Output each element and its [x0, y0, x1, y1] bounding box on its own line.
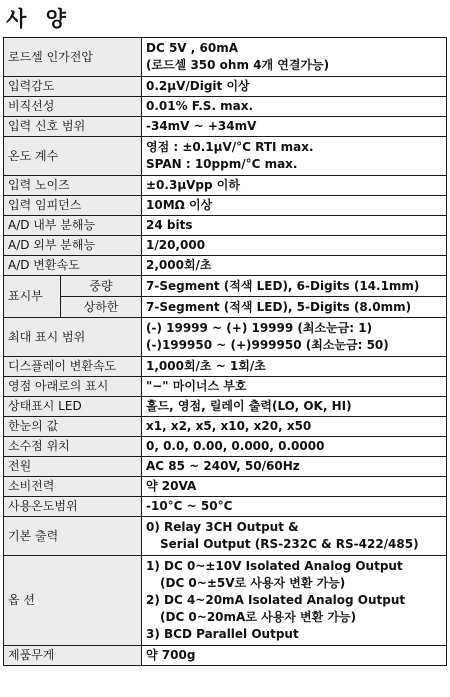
spec-row [4, 77, 447, 97]
spec-value-line: 3) BCD Parallel Output [146, 627, 299, 641]
spec-value-line: 24 bits [146, 218, 193, 232]
spec-label: 입력 노이즈 [4, 176, 142, 196]
spec-value [142, 357, 447, 377]
spec-value-line: SPAN : 10ppm/°C max. [146, 157, 298, 171]
spec-value [142, 176, 447, 196]
spec-value-line: 0.01% F.S. max. [146, 99, 254, 113]
spec-value [142, 256, 447, 276]
spec-value [142, 377, 447, 397]
spec-label: 입력 임피던스 [4, 196, 142, 216]
spec-value-line: (DC 0~20mA로 사용자 변환 가능) [160, 610, 357, 624]
spec-row [4, 397, 447, 417]
spec-label: 전원 [4, 457, 142, 477]
spec-label: 소비전력 [4, 477, 142, 497]
spec-value-line: 10MΩ 이상 [146, 198, 213, 212]
spec-value-line: -10°C ~ 50°C [146, 499, 233, 513]
spec-label: 로드셀 인가전압 [4, 38, 142, 77]
spec-row [4, 517, 447, 556]
spec-label: 영점 아래로의 표시 [4, 377, 142, 397]
spec-value [142, 236, 447, 256]
spec-label: 한눈의 값 [4, 417, 142, 437]
spec-value-line: 0) Relay 3CH Output & [146, 520, 299, 534]
spec-row [4, 117, 447, 137]
spec-value [142, 517, 447, 556]
spec-row [4, 97, 447, 117]
spec-value-line: 영점 : ±0.1μV/°C RTI max. [146, 140, 314, 154]
spec-row [4, 236, 447, 256]
spec-value-line: (-)199950 ~ (+)999950 (최소눈금: 50) [146, 338, 389, 352]
spec-label: A/D 내부 분해능 [4, 216, 142, 236]
spec-label: 온도 계수 [4, 137, 142, 176]
spec-value-line: (로드셀 350 ohm 4개 연결가능) [146, 58, 330, 72]
spec-row [4, 176, 447, 196]
spec-row [4, 196, 447, 216]
spec-value [142, 38, 447, 77]
spec-value-line: -34mV ~ +34mV [146, 119, 257, 133]
spec-label: 최대 표시 범위 [4, 318, 142, 357]
spec-label: 상태표시 LED [4, 397, 142, 417]
spec-value [142, 457, 447, 477]
spec-label: 사용온도범위 [4, 497, 142, 517]
spec-value [142, 216, 447, 236]
spec-row [4, 377, 447, 397]
spec-value-line: 0.2μV/Digit 이상 [146, 79, 250, 93]
spec-label: 옵 션 [4, 556, 142, 646]
spec-value [142, 397, 447, 417]
spec-value-line: 홀드, 영점, 릴레이 출력(LO, OK, HI) [146, 399, 352, 413]
spec-row [4, 417, 447, 437]
spec-row [4, 457, 447, 477]
spec-value-line: 2,000회/초 [146, 258, 212, 272]
spec-label: 입력감도 [4, 77, 142, 97]
spec-label: 표시부 [4, 276, 61, 318]
spec-value-line: (-) 19999 ~ (+) 19999 (최소눈금: 1) [146, 321, 373, 335]
spec-row [4, 646, 447, 666]
spec-value [142, 477, 447, 497]
spec-value-line: 약 20VA [146, 479, 197, 493]
spec-value [142, 437, 447, 457]
spec-value [142, 417, 447, 437]
spec-value-line: 1,000회/초 ~ 1회/초 [146, 359, 266, 373]
spec-value-line: 2) DC 4~20mA Isolated Analog Output [146, 593, 406, 607]
spec-value [142, 556, 447, 646]
spec-row [4, 477, 447, 497]
spec-row [4, 256, 447, 276]
spec-value-line: 1) DC 0~±10V Isolated Analog Output [146, 559, 403, 573]
page-title: 사 양 [6, 7, 72, 31]
spec-label: 디스플레이 변환속도 [4, 357, 142, 377]
spec-row [4, 437, 447, 457]
spec-value [142, 318, 447, 357]
spec-value [142, 646, 447, 666]
spec-value-line: (DC 0~±5V로 사용자 변환 가능) [160, 576, 346, 590]
spec-row [4, 297, 447, 318]
spec-label: 제품무게 [4, 646, 142, 666]
spec-value [142, 497, 447, 517]
spec-value: 7-Segment (적색 LED), 5-Digits (8.0mm) [142, 297, 447, 318]
spec-value-line: ±0.3μVpp 이하 [146, 178, 240, 192]
spec-row [4, 137, 447, 176]
spec-value [142, 77, 447, 97]
spec-row [4, 556, 447, 646]
spec-label: A/D 외부 분해능 [4, 236, 142, 256]
spec-row [4, 216, 447, 236]
spec-value: 7-Segment (적색 LED), 6-Digits (14.1mm) [142, 276, 447, 297]
spec-value-line: 약 700g [146, 648, 196, 662]
spec-table-body [4, 38, 447, 666]
spec-value-line: 1/20,000 [146, 238, 206, 252]
spec-label: 입력 신호 범위 [4, 117, 142, 137]
spec-label: A/D 변환속도 [4, 256, 142, 276]
spec-sublabel: 중량 [61, 276, 142, 297]
spec-label: 비직선성 [4, 97, 142, 117]
spec-table [3, 37, 447, 666]
spec-value [142, 117, 447, 137]
spec-row [4, 38, 447, 77]
spec-sublabel: 상하한 [61, 297, 142, 318]
spec-row [4, 497, 447, 517]
spec-label: 소수점 위치 [4, 437, 142, 457]
spec-row [4, 357, 447, 377]
spec-value-line: 0, 0.0, 0.00, 0.000, 0.0000 [146, 439, 325, 453]
spec-row [4, 276, 447, 297]
spec-value-line: Serial Output (RS-232C & RS-422/485) [160, 537, 419, 551]
spec-value [142, 137, 447, 176]
spec-row [4, 318, 447, 357]
spec-value [142, 97, 447, 117]
spec-label: 기본 출력 [4, 517, 142, 556]
spec-value-line: "−" 마이너스 부호 [146, 379, 247, 393]
spec-value-line: AC 85 ~ 240V, 50/60Hz [146, 459, 300, 473]
spec-value [142, 196, 447, 216]
spec-value-line: x1, x2, x5, x10, x20, x50 [146, 419, 312, 433]
spec-value-line: DC 5V , 60mA [146, 41, 238, 55]
